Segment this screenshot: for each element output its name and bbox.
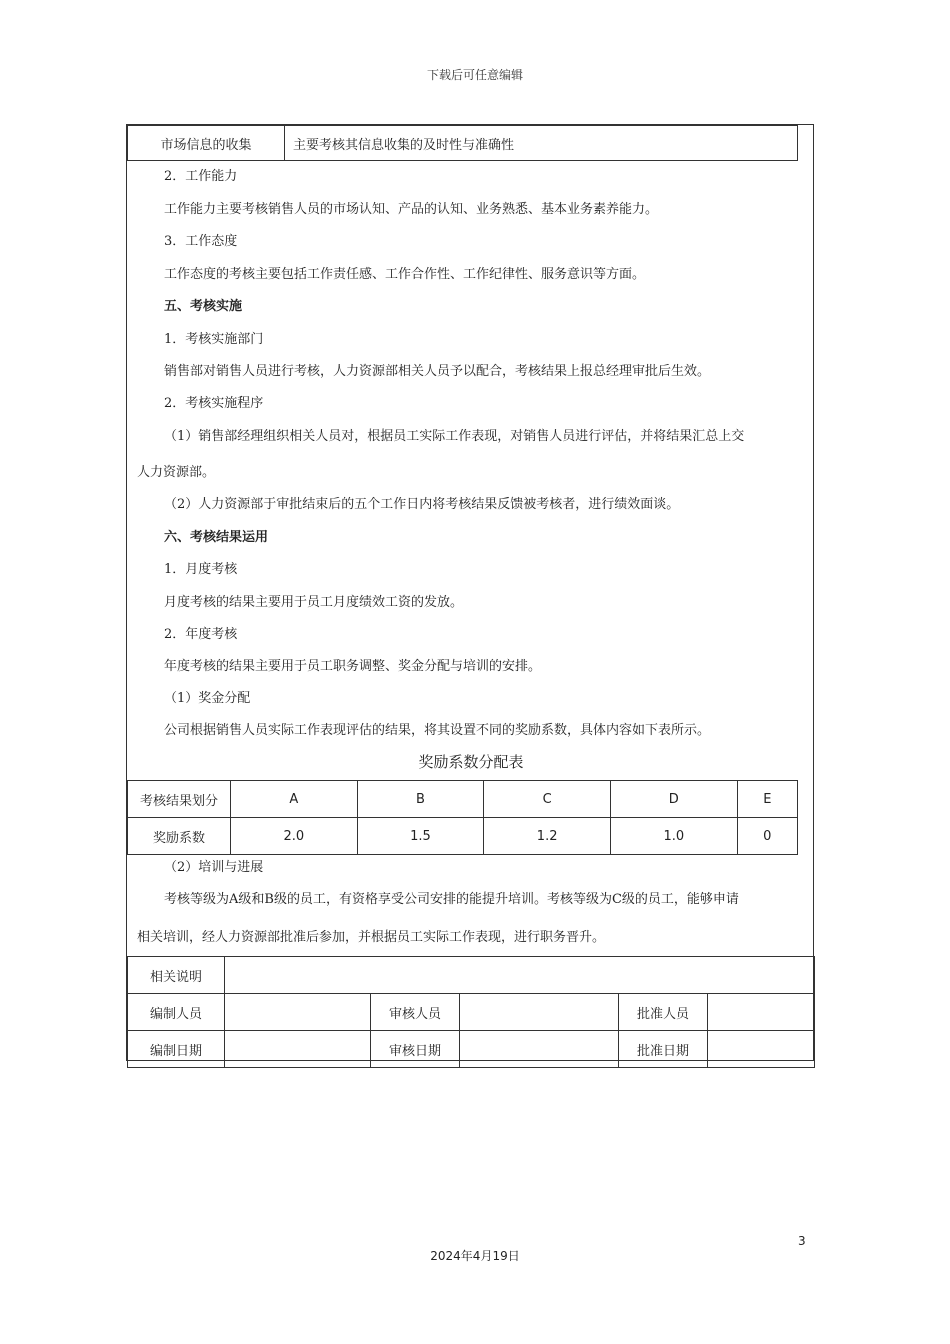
reward-value-label: 奖励系数 bbox=[128, 818, 231, 855]
table-row bbox=[128, 818, 798, 855]
table-row bbox=[128, 994, 815, 1031]
paragraph-work-attitude: 工作态度的考核主要包括工作责任感、工作合作性、工作纪律性、服务意识等方面。 bbox=[164, 267, 646, 282]
compile-date-value bbox=[225, 1031, 371, 1068]
document-frame bbox=[126, 124, 814, 1061]
paragraph-work-ability: 工作能力主要考核销售人员的市场认知、产品的认知、业务熟悉、基本业务素养能力。 bbox=[164, 202, 659, 217]
grade-cell: D bbox=[610, 781, 737, 818]
heading-implementation-dept: 1．考核实施部门 bbox=[164, 332, 264, 347]
table-row bbox=[128, 1031, 815, 1068]
coefficient-cell: 1.5 bbox=[357, 818, 484, 855]
grade-cell: E bbox=[737, 781, 797, 818]
heading-implementation-procedure: 2．考核实施程序 bbox=[164, 396, 264, 411]
reviewer-label: 审核人员 bbox=[371, 994, 460, 1031]
coefficient-cell: 1.0 bbox=[610, 818, 737, 855]
heading-annual-review: 2．年度考核 bbox=[164, 627, 238, 642]
related-notes-value bbox=[225, 957, 815, 994]
reward-coefficient-table bbox=[127, 780, 798, 855]
heading-work-attitude: 3．工作态度 bbox=[164, 234, 238, 249]
coefficient-cell: 1.2 bbox=[484, 818, 611, 855]
reward-header-label: 考核结果划分 bbox=[128, 781, 231, 818]
paragraph-bonus-allocation: 公司根据销售人员实际工作表现评估的结果，将其设置不同的奖励系数，具体内容如下表所示。 bbox=[164, 723, 711, 738]
approve-date-value bbox=[708, 1031, 815, 1068]
market-info-table bbox=[127, 125, 798, 161]
paragraph-procedure-1b: 人力资源部。 bbox=[137, 465, 216, 480]
heading-monthly-review: 1．月度考核 bbox=[164, 562, 238, 577]
paragraph-annual-review: 年度考核的结果主要用于员工职务调整、奖金分配与培训的安排。 bbox=[164, 659, 542, 674]
section-heading-results: 六、考核结果运用 bbox=[164, 530, 269, 545]
compiler-value bbox=[225, 994, 371, 1031]
paragraph-procedure-2: （2）人力资源部于审批结束后的五个工作日内将考核结果反馈被考核者，进行绩效面谈。 bbox=[164, 497, 680, 512]
reviewer-value bbox=[460, 994, 619, 1031]
approver-label: 批准人员 bbox=[619, 994, 708, 1031]
approver-value bbox=[708, 994, 815, 1031]
market-info-label: 市场信息的收集 bbox=[128, 126, 285, 161]
coefficient-cell: 2.0 bbox=[231, 818, 358, 855]
paragraph-training-b: 相关培训，经人力资源部批准后参加，并根据员工实际工作表现，进行职务晋升。 bbox=[137, 930, 606, 945]
reward-table-caption: 奖励系数分配表 bbox=[418, 753, 524, 771]
paragraph-training-a: 考核等级为A级和B级的员工，有资格享受公司安排的能提升培训。考核等级为C级的员工，能够申请 bbox=[164, 892, 739, 907]
paragraph-procedure-1a: （1）销售部经理组织相关人员对，根据员工实际工作表现，对销售人员进行评估，并将结果汇总上交 bbox=[164, 429, 745, 444]
heading-work-ability: 2．工作能力 bbox=[164, 169, 238, 184]
table-row bbox=[128, 126, 798, 161]
section-heading-implementation: 五、考核实施 bbox=[164, 299, 243, 314]
footer-date: 2024年4月19日 bbox=[430, 1249, 520, 1263]
heading-training: （2）培训与进展 bbox=[164, 860, 264, 875]
market-info-desc: 主要考核其信息收集的及时性与准确性 bbox=[285, 126, 798, 161]
signoff-table bbox=[127, 956, 815, 1068]
grade-cell: C bbox=[484, 781, 611, 818]
table-row bbox=[128, 781, 798, 818]
table-row bbox=[128, 957, 815, 994]
paragraph-monthly-review: 月度考核的结果主要用于员工月度绩效工资的发放。 bbox=[164, 595, 464, 610]
review-date-label: 审核日期 bbox=[371, 1031, 460, 1068]
heading-bonus-allocation: （1）奖金分配 bbox=[164, 691, 251, 706]
approve-date-label: 批准日期 bbox=[619, 1031, 708, 1068]
review-date-value bbox=[460, 1031, 619, 1068]
grade-cell: B bbox=[357, 781, 484, 818]
coefficient-cell: 0 bbox=[737, 818, 797, 855]
paragraph-implementation-dept: 销售部对销售人员进行考核，人力资源部相关人员予以配合，考核结果上报总经理审批后生效。 bbox=[164, 364, 711, 379]
compile-date-label: 编制日期 bbox=[128, 1031, 225, 1068]
header-note: 下载后可任意编辑 bbox=[426, 68, 523, 82]
compiler-label: 编制人员 bbox=[128, 994, 225, 1031]
page-number: 3 bbox=[798, 1234, 806, 1248]
related-notes-label: 相关说明 bbox=[128, 957, 225, 994]
grade-cell: A bbox=[231, 781, 358, 818]
